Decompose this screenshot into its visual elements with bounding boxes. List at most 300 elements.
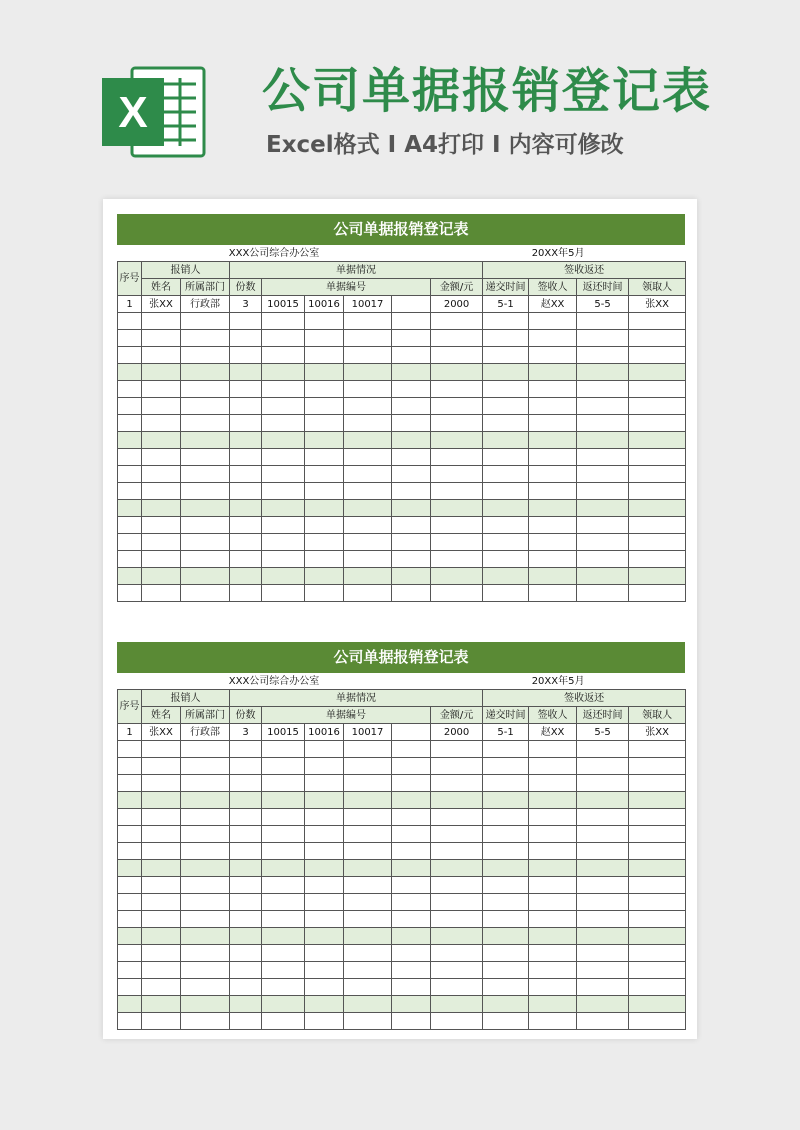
empty-cell: [305, 347, 344, 364]
column-header: 单据编号: [262, 707, 431, 724]
empty-cell: [305, 809, 344, 826]
empty-cell: [629, 911, 686, 928]
empty-cell: [181, 894, 230, 911]
empty-cell: [629, 809, 686, 826]
empty-cell: [483, 466, 529, 483]
empty-cell: [577, 741, 629, 758]
empty-cell: [230, 551, 262, 568]
empty-cell: [344, 551, 392, 568]
empty-cell: [118, 483, 142, 500]
empty-cell: [142, 500, 181, 517]
empty-cell: [431, 551, 483, 568]
empty-cell: [118, 758, 142, 775]
empty-cell: [305, 466, 344, 483]
sheet-title: 公司单据报销登记表: [117, 642, 685, 673]
table-cell: 张XX: [142, 296, 181, 313]
empty-cell: [392, 534, 431, 551]
empty-cell: [305, 775, 344, 792]
empty-cell: [629, 500, 686, 517]
empty-cell: [577, 979, 629, 996]
empty-cell: [392, 347, 431, 364]
empty-cell: [344, 483, 392, 500]
table-cell: 1: [118, 296, 142, 313]
empty-cell: [629, 347, 686, 364]
empty-cell: [118, 894, 142, 911]
empty-cell: [577, 330, 629, 347]
empty-cell: [230, 775, 262, 792]
empty-cell: [629, 775, 686, 792]
table-cell: 10017: [344, 296, 392, 313]
empty-cell: [305, 826, 344, 843]
empty-cell: [344, 432, 392, 449]
empty-cell: [181, 398, 230, 415]
empty-cell: [392, 877, 431, 894]
empty-cell: [577, 775, 629, 792]
empty-cell: [181, 979, 230, 996]
empty-cell: [392, 500, 431, 517]
empty-cell: [577, 877, 629, 894]
empty-cell: [431, 449, 483, 466]
empty-cell: [118, 432, 142, 449]
empty-cell: [577, 534, 629, 551]
empty-cell: [629, 517, 686, 534]
empty-cell: [529, 979, 577, 996]
empty-cell: [483, 996, 529, 1013]
empty-cell: [629, 415, 686, 432]
empty-cell: [629, 877, 686, 894]
empty-cell: [344, 962, 392, 979]
empty-cell: [262, 979, 305, 996]
empty-cell: [181, 996, 230, 1013]
empty-cell: [344, 415, 392, 432]
empty-cell: [142, 551, 181, 568]
empty-cell: [392, 585, 431, 602]
column-header: 金额/元: [431, 279, 483, 296]
empty-cell: [629, 843, 686, 860]
column-header: 签收人: [529, 707, 577, 724]
empty-cell: [392, 741, 431, 758]
empty-cell: [262, 775, 305, 792]
table-row: [118, 551, 686, 568]
column-header: 份数: [230, 707, 262, 724]
empty-cell: [142, 347, 181, 364]
empty-cell: [118, 313, 142, 330]
column-header: 递交时间: [483, 279, 529, 296]
empty-cell: [181, 962, 230, 979]
empty-cell: [392, 979, 431, 996]
empty-cell: [529, 364, 577, 381]
company-name: XXX公司综合办公室: [118, 673, 431, 690]
empty-cell: [577, 381, 629, 398]
empty-cell: [392, 517, 431, 534]
empty-cell: [392, 928, 431, 945]
empty-cell: [142, 741, 181, 758]
empty-cell: [392, 758, 431, 775]
empty-cell: [262, 364, 305, 381]
empty-cell: [431, 381, 483, 398]
empty-cell: [262, 843, 305, 860]
empty-cell: [529, 432, 577, 449]
empty-cell: [431, 826, 483, 843]
empty-cell: [118, 551, 142, 568]
empty-cell: [305, 415, 344, 432]
empty-cell: [431, 466, 483, 483]
empty-cell: [305, 381, 344, 398]
table-cell: 10015: [262, 296, 305, 313]
empty-cell: [577, 517, 629, 534]
empty-cell: [262, 792, 305, 809]
empty-cell: [262, 894, 305, 911]
empty-cell: [181, 415, 230, 432]
empty-cell: [230, 398, 262, 415]
empty-cell: [142, 860, 181, 877]
empty-cell: [230, 381, 262, 398]
empty-cell: [230, 585, 262, 602]
empty-cell: [262, 568, 305, 585]
empty-cell: [118, 792, 142, 809]
empty-cell: [483, 928, 529, 945]
empty-cell: [629, 551, 686, 568]
svg-text:X: X: [118, 88, 148, 137]
register-table: [117, 673, 686, 1030]
empty-cell: [431, 945, 483, 962]
empty-cell: [344, 347, 392, 364]
empty-cell: [262, 347, 305, 364]
empty-cell: [483, 792, 529, 809]
empty-cell: [577, 945, 629, 962]
empty-cell: [262, 330, 305, 347]
empty-cell: [629, 826, 686, 843]
empty-cell: [118, 775, 142, 792]
empty-cell: [529, 962, 577, 979]
empty-cell: [305, 996, 344, 1013]
empty-cell: [305, 432, 344, 449]
empty-cell: [344, 894, 392, 911]
empty-cell: [142, 979, 181, 996]
column-header: 递交时间: [483, 707, 529, 724]
empty-cell: [577, 1013, 629, 1030]
empty-cell: [344, 911, 392, 928]
empty-cell: [629, 449, 686, 466]
empty-cell: [344, 313, 392, 330]
empty-cell: [483, 945, 529, 962]
table-cell: 赵XX: [529, 296, 577, 313]
empty-cell: [262, 551, 305, 568]
empty-cell: [577, 585, 629, 602]
empty-cell: [629, 894, 686, 911]
table-row: [118, 381, 686, 398]
empty-cell: [392, 809, 431, 826]
table-cell: 行政部: [181, 296, 230, 313]
company-name: XXX公司综合办公室: [118, 245, 431, 262]
empty-cell: [392, 364, 431, 381]
table-row: [118, 996, 686, 1013]
table-cell: 1: [118, 724, 142, 741]
empty-cell: [529, 826, 577, 843]
empty-cell: [305, 483, 344, 500]
empty-cell: [629, 466, 686, 483]
empty-cell: [305, 517, 344, 534]
empty-cell: [305, 449, 344, 466]
empty-cell: [262, 585, 305, 602]
table-cell: 行政部: [181, 724, 230, 741]
empty-cell: [529, 758, 577, 775]
empty-cell: [529, 568, 577, 585]
empty-cell: [181, 517, 230, 534]
empty-cell: [344, 568, 392, 585]
empty-cell: [181, 860, 230, 877]
empty-cell: [142, 568, 181, 585]
empty-cell: [181, 483, 230, 500]
empty-cell: [529, 347, 577, 364]
register-sheet-2: [117, 642, 685, 1030]
empty-cell: [577, 962, 629, 979]
empty-cell: [230, 843, 262, 860]
empty-cell: [577, 894, 629, 911]
empty-cell: [262, 483, 305, 500]
empty-cell: [577, 313, 629, 330]
empty-cell: [529, 415, 577, 432]
empty-cell: [118, 860, 142, 877]
empty-cell: [483, 449, 529, 466]
empty-cell: [181, 466, 230, 483]
empty-cell: [577, 415, 629, 432]
table-cell: 张XX: [629, 724, 686, 741]
empty-cell: [142, 398, 181, 415]
empty-cell: [392, 466, 431, 483]
empty-cell: [577, 500, 629, 517]
empty-cell: [392, 381, 431, 398]
empty-cell: [431, 860, 483, 877]
empty-cell: [142, 945, 181, 962]
empty-cell: [577, 758, 629, 775]
empty-cell: [262, 500, 305, 517]
empty-cell: [305, 534, 344, 551]
empty-cell: [230, 466, 262, 483]
empty-cell: [230, 500, 262, 517]
empty-cell: [118, 330, 142, 347]
paper-sheet: [103, 199, 697, 1039]
empty-cell: [431, 1013, 483, 1030]
empty-cell: [118, 809, 142, 826]
empty-cell: [392, 568, 431, 585]
empty-cell: [392, 313, 431, 330]
empty-cell: [431, 979, 483, 996]
empty-cell: [483, 860, 529, 877]
empty-cell: [118, 996, 142, 1013]
empty-cell: [181, 928, 230, 945]
empty-cell: [344, 741, 392, 758]
empty-cell: [181, 500, 230, 517]
empty-cell: [629, 432, 686, 449]
empty-cell: [344, 792, 392, 809]
empty-cell: [529, 945, 577, 962]
empty-cell: [142, 330, 181, 347]
empty-cell: [629, 792, 686, 809]
empty-cell: [344, 466, 392, 483]
empty-cell: [305, 792, 344, 809]
empty-cell: [181, 758, 230, 775]
empty-cell: [529, 534, 577, 551]
empty-cell: [262, 962, 305, 979]
header-docs: 单据情况: [230, 262, 483, 279]
empty-cell: [344, 809, 392, 826]
empty-cell: [431, 500, 483, 517]
table-row: [118, 860, 686, 877]
empty-cell: [262, 398, 305, 415]
empty-cell: [230, 979, 262, 996]
empty-cell: [344, 843, 392, 860]
empty-cell: [181, 449, 230, 466]
table-cell: [392, 296, 431, 313]
empty-cell: [305, 568, 344, 585]
table-row: [118, 313, 686, 330]
empty-cell: [577, 568, 629, 585]
table-cell: 张XX: [629, 296, 686, 313]
empty-cell: [483, 894, 529, 911]
table-row: [118, 330, 686, 347]
column-header: 所属部门: [181, 279, 230, 296]
empty-cell: [529, 877, 577, 894]
empty-cell: [529, 517, 577, 534]
empty-cell: [142, 809, 181, 826]
empty-cell: [577, 792, 629, 809]
empty-cell: [483, 979, 529, 996]
empty-cell: [181, 568, 230, 585]
empty-cell: [230, 809, 262, 826]
empty-cell: [344, 398, 392, 415]
empty-cell: [305, 945, 344, 962]
empty-cell: [529, 381, 577, 398]
header-return: 签收返还: [483, 690, 686, 707]
empty-cell: [118, 877, 142, 894]
empty-cell: [392, 911, 431, 928]
table-row: [118, 741, 686, 758]
empty-cell: [629, 996, 686, 1013]
empty-cell: [118, 517, 142, 534]
empty-cell: [431, 996, 483, 1013]
page-subtitle: Excel格式 I A4打印 I 内容可修改: [266, 132, 624, 158]
header-reporter: 报销人: [142, 690, 230, 707]
empty-cell: [118, 911, 142, 928]
empty-cell: [431, 758, 483, 775]
column-header: 领取人: [629, 707, 686, 724]
empty-cell: [230, 449, 262, 466]
empty-cell: [483, 432, 529, 449]
empty-cell: [529, 809, 577, 826]
empty-cell: [118, 585, 142, 602]
empty-cell: [392, 945, 431, 962]
empty-cell: [577, 432, 629, 449]
table-row: [118, 928, 686, 945]
empty-cell: [629, 945, 686, 962]
column-header: 所属部门: [181, 707, 230, 724]
empty-cell: [142, 962, 181, 979]
header-docs: 单据情况: [230, 690, 483, 707]
empty-cell: [305, 313, 344, 330]
empty-cell: [142, 1013, 181, 1030]
empty-cell: [577, 826, 629, 843]
table-row: [118, 568, 686, 585]
empty-cell: [431, 347, 483, 364]
empty-cell: [483, 483, 529, 500]
empty-cell: [142, 775, 181, 792]
empty-cell: [230, 911, 262, 928]
table-row: [118, 517, 686, 534]
empty-cell: [629, 381, 686, 398]
empty-cell: [142, 415, 181, 432]
empty-cell: [305, 398, 344, 415]
table-cell: 10015: [262, 724, 305, 741]
empty-cell: [142, 826, 181, 843]
header-seq: 序号: [118, 262, 142, 296]
empty-cell: [230, 364, 262, 381]
empty-cell: [392, 962, 431, 979]
empty-cell: [230, 962, 262, 979]
empty-cell: [629, 758, 686, 775]
table-row: [118, 483, 686, 500]
empty-cell: [529, 398, 577, 415]
table-cell: 10016: [305, 296, 344, 313]
empty-cell: [118, 826, 142, 843]
empty-cell: [629, 741, 686, 758]
empty-cell: [529, 330, 577, 347]
empty-cell: [262, 809, 305, 826]
empty-cell: [118, 347, 142, 364]
empty-cell: [392, 826, 431, 843]
empty-cell: [230, 534, 262, 551]
empty-cell: [118, 843, 142, 860]
empty-cell: [118, 534, 142, 551]
column-header: 返还时间: [577, 279, 629, 296]
empty-cell: [118, 449, 142, 466]
empty-cell: [262, 826, 305, 843]
sheet-title: 公司单据报销登记表: [117, 214, 685, 245]
empty-cell: [262, 415, 305, 432]
empty-cell: [577, 911, 629, 928]
table-row: [118, 585, 686, 602]
empty-cell: [305, 741, 344, 758]
table-cell: 10017: [344, 724, 392, 741]
empty-cell: [305, 364, 344, 381]
empty-cell: [344, 860, 392, 877]
empty-cell: [181, 330, 230, 347]
empty-cell: [262, 313, 305, 330]
header-return: 签收返还: [483, 262, 686, 279]
empty-cell: [529, 500, 577, 517]
empty-cell: [344, 1013, 392, 1030]
empty-cell: [262, 758, 305, 775]
table-row: [118, 894, 686, 911]
empty-cell: [431, 775, 483, 792]
empty-cell: [181, 347, 230, 364]
empty-cell: [629, 962, 686, 979]
table-row: [118, 911, 686, 928]
empty-cell: [392, 996, 431, 1013]
empty-cell: [431, 415, 483, 432]
empty-cell: [181, 432, 230, 449]
empty-cell: [181, 1013, 230, 1030]
empty-cell: [392, 398, 431, 415]
empty-cell: [529, 466, 577, 483]
table-row: [118, 792, 686, 809]
empty-cell: [483, 568, 529, 585]
empty-cell: [142, 911, 181, 928]
empty-cell: [431, 585, 483, 602]
empty-cell: [305, 843, 344, 860]
empty-cell: [344, 517, 392, 534]
empty-cell: [431, 568, 483, 585]
